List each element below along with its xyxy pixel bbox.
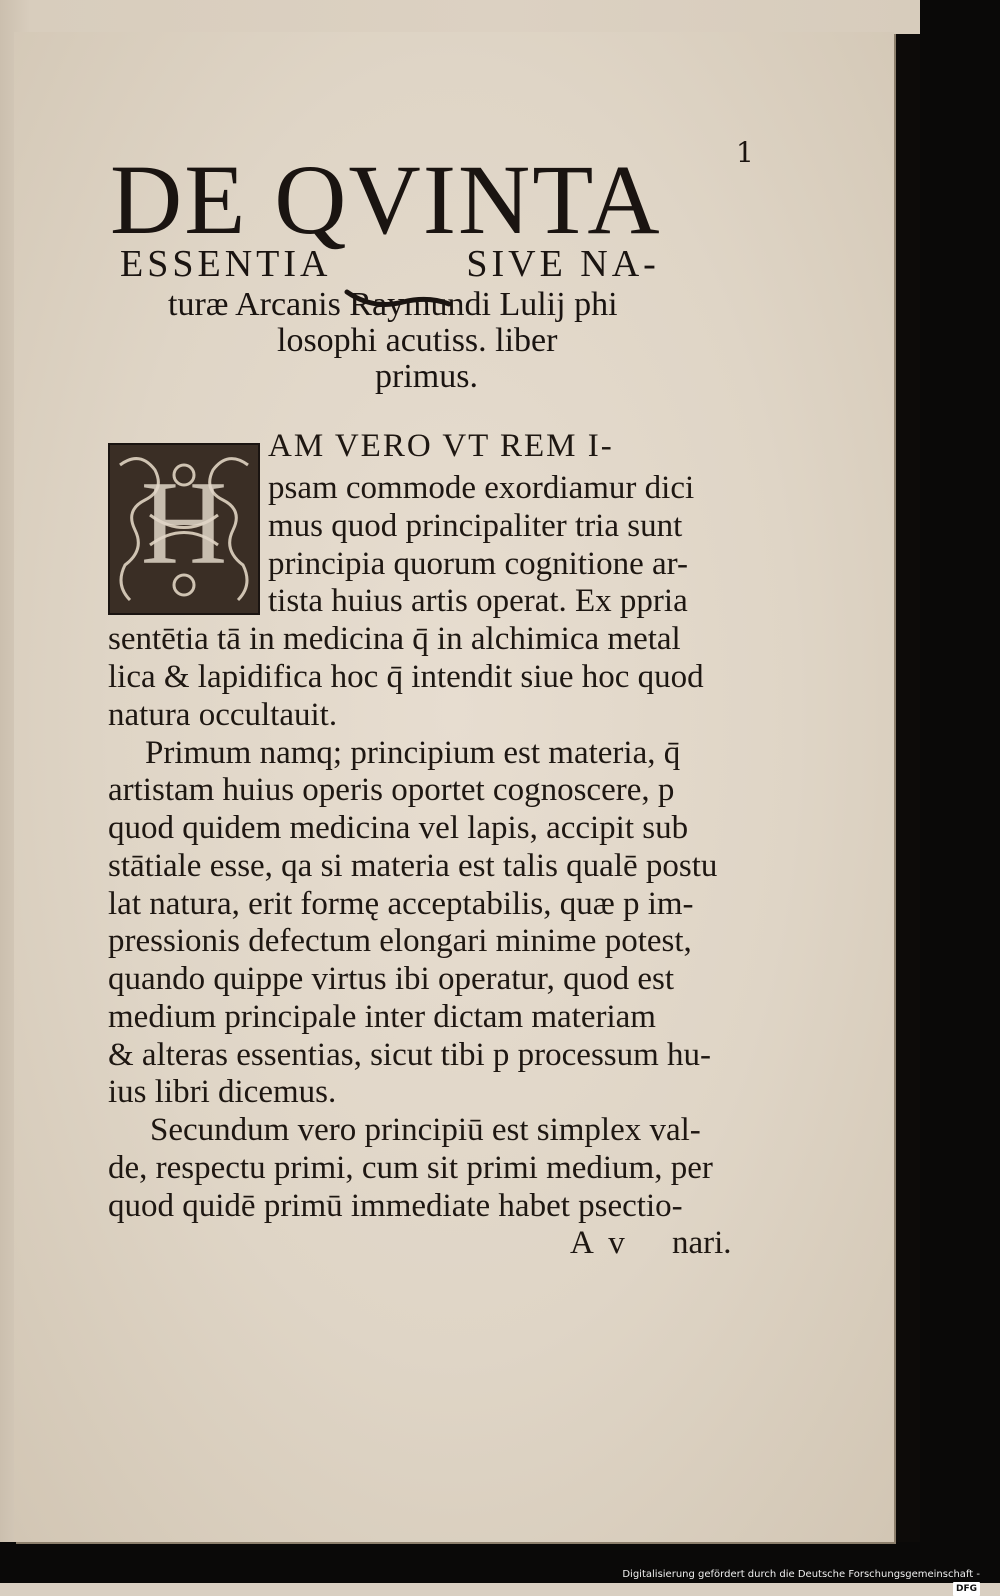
title-line-4: losophi acutiss. liber (277, 322, 558, 359)
body-line: lica & lapidifica hoc q̄ intendit siue hoc quod (108, 659, 704, 695)
body-line: artistam huius operis oportet cognoscere, p (108, 772, 675, 808)
body-line: AM VERO VT REM I- (268, 428, 614, 464)
title-heading: DE QVINTA (110, 144, 662, 255)
title-line-2-left: ESSENTIA (120, 243, 330, 285)
body-line: stātiale esse, qa si materia est talis qualē postu (108, 848, 718, 884)
body-line: sentētia tā in medicina q̄ in alchimica metal (108, 621, 681, 657)
page-shadow-edge (894, 34, 920, 1542)
body-line: medium principale inter dictam materiam (108, 999, 656, 1035)
title-line-3: turæ Arcanis Raymundi Lulij phi (168, 286, 618, 323)
body-line: quod quidem medicina vel lapis, accipit sub (108, 810, 689, 846)
initial-letter: H (140, 456, 228, 589)
body-line: natura occultauit. (108, 697, 338, 733)
body-line: de, respectu primi, cum sit primi medium, per (108, 1150, 713, 1186)
decorated-initial (108, 443, 260, 615)
body-line: quod quidē primū immediate habet psectio- (108, 1188, 683, 1224)
body-line: Secundum vero principiū est simplex val- (150, 1112, 701, 1148)
body-line: pressionis defectum elongari minime potest, (108, 923, 692, 959)
title-line-2 (120, 244, 760, 284)
body-line: quando quippe virtus ibi operatur, quod est (108, 961, 674, 997)
body-line: ius libri dicemus. (108, 1074, 337, 1110)
body-line: mus quod principaliter tria sunt (268, 508, 683, 544)
title-line-5: primus. (375, 358, 478, 395)
body-line: lat natura, erit formę acceptabilis, quæ p im- (108, 886, 694, 922)
body-line: & alteras essentias, sicut tibi p processum hu- (108, 1037, 712, 1073)
folio-number: 1 (736, 136, 754, 169)
body-line: principia quorum cognitione ar- (268, 546, 688, 582)
catchword: nari. (672, 1225, 732, 1261)
footer-credit (600, 1568, 980, 1594)
title-line-2-right: SIVE NA- (466, 243, 660, 285)
body-line: tista huius artis operat. Ex ppria (268, 583, 688, 619)
body-line: Primum namq; principium est materia, q̄ (145, 735, 681, 771)
footer-text: Digitalisierung gefördert durch die Deutsche Forschungsgemeinschaft - (622, 1569, 980, 1580)
dfg-logo: DFG (953, 1582, 980, 1596)
body-line: psam commode exordiamur dici (268, 470, 695, 506)
signature-mark: A v (570, 1225, 629, 1261)
scan-border-right (920, 0, 1000, 1583)
